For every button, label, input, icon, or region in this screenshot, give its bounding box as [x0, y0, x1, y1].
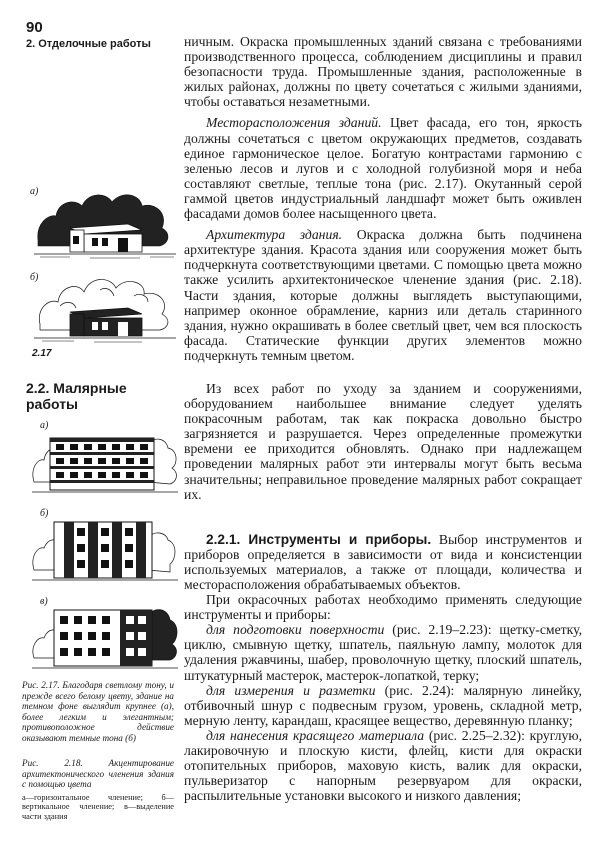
illustration-white-house-dark-trees [30, 180, 180, 262]
list-text-measuring: (рис. 2.24): малярную линейку, отбивочный шнур с подвесным грузом, уровень, складной метр, мерную ленту, карандаш, красящее вещество, деревянную планку; [184, 682, 582, 728]
list-lead-applying: для нанесения красящего материала [206, 727, 425, 743]
paragraph-tools [184, 532, 582, 592]
section-heading: 2.2. Малярные работы [26, 380, 127, 412]
paragraph-architecture [184, 227, 582, 363]
figure-label-b: б) [30, 272, 39, 283]
paragraph-architecture-text: Окраска должна быть подчинена архитектуре здания. Красота здания или сооружения может быть подчеркнута соответствующими цветами. С помощью цвета можно также усилить архитектоническое членение здания (рис. 2.18). Части здания, которые должны выглядеть выступающими, например оконное обрамление, карниз или деталь старинного здания, нужно окрашивать в более светлый цвет, чем вся плоскость фасада. Статические функции других элементов можно подчеркнуть темным цветом. [184, 227, 582, 363]
caption-figure-2-17: Рис. 2.17. Благодаря светлому тону, и прежде всего белому цвету, здание на темном фоне выглядит крупнее (а), более легким и элегантным; противоположное действие оказывают темные тона (б) [22, 680, 174, 743]
figure-2-17-a [30, 180, 180, 262]
run-in-location: Месторасположения зданий. [206, 115, 382, 131]
paragraph-location-text: Цвет фасада, его тон, яркость должны сочетаться с цветом окружающих предметов, создавать единое гармоническое целое. Богатую контрастами гармонию с зеленью лесов и лугов и с холодной голубизной моря и неба составляют светлые, теплые тона (рис. 2.17). Окутанный серой гаммой цветов индустриальный ландшафт может быть оживлен фасадами домов более насыщенного цвета. [184, 115, 582, 222]
figure-2-18-c [30, 594, 180, 676]
caption-figure-2-18-legend: а—горизонтальное членение; б—вертикальное членение; в—выделение части здания [22, 792, 174, 821]
paragraph-location [184, 115, 582, 221]
illustration-vertical-articulation [30, 506, 180, 588]
figure-label-c: в) [40, 596, 48, 607]
list-lead-measuring: для измерения и разметки [206, 682, 376, 698]
figure-label-b: б) [40, 508, 49, 519]
figure-label-a: а) [40, 420, 49, 431]
illustration-accented-part [30, 594, 180, 676]
illustration-dark-house-light-trees [30, 266, 180, 346]
list-text-surface-prep: (рис. 2.19–2.23): щетку-сметку, циклю, смывную щетку, шпатель, паяльную лампу, молоток для удаления ржавчины, шабер, проволочную щетку, плоский шпатель, штукатурный мастерок, мастерок-лопаткой, терку; [184, 622, 582, 683]
main-text-column [184, 34, 582, 803]
page-number: 90 [26, 19, 43, 36]
figure-2-18-a [30, 418, 180, 500]
paragraph-industrial: ничным. Окраска промышленных зданий связана с требованиями производственного процесса, соблюдением дисциплины и правил безопасности труда. Промышленные здания, расположенные в жилых районах, должны по цвету сочетаться с жилыми зданиями, чтобы оставаться незаметными. [184, 34, 582, 110]
paragraph-tools-intro: При окрасочных работах необходимо применять следующие инструменты и приборы: [184, 592, 582, 623]
figure-2-18-b [30, 506, 180, 588]
list-text-applying: (рис. 2.25–2.32): круглую, лакировочную и плоскую кисти, флейц, кисти для окраски отопительных приборов, маховую кисть, валик для окраски, пульверизатор с напорным резервуаром для окраски, распылительные установки высокого и низкого давления; [184, 727, 582, 804]
page-header [26, 20, 176, 51]
run-in-architecture: Архитектура здания. [206, 227, 343, 243]
figure-number-2-17: 2.17 [32, 348, 52, 359]
caption-figure-2-18-title: Рис. 2.18. Акцентирование архитектонического членения здания с помощью цвета [22, 758, 174, 790]
figure-2-17-b [30, 266, 180, 346]
list-item-measuring [184, 683, 582, 728]
list-lead-surface-prep: для подготовки поверхности [206, 622, 385, 638]
caption-figure-2-18 [22, 758, 174, 822]
list-item-surface-prep [184, 622, 582, 682]
list-item-applying [184, 728, 582, 803]
running-head: 2. Отделочные работы [26, 38, 151, 50]
figure-label-a: а) [30, 186, 39, 197]
subsection-heading: 2.2.1. Инструменты и приборы. [206, 531, 432, 547]
illustration-horizontal-articulation [30, 418, 180, 500]
paragraph-tools-text: Выбор инструментов и приборов определяется в зависимости от вида и консистенции используемых материалов, а также от площади, количества и месторасположения обрабатываемых объектов. [184, 531, 582, 592]
paragraph-maintenance: Из всех работ по уходу за зданием и сооружениями, оборудованием наибольшее внимание следует уделять покрасочным работам, так как покраска довольно быстро загрязняется и разрушается. Через определенные промежутки времени ее приходится обновлять. Однако при надлежащем проведении малярных работ эти интервалы могут быть весьма значительны; неправильное проведение малярных работ сокращает их. [184, 380, 582, 502]
